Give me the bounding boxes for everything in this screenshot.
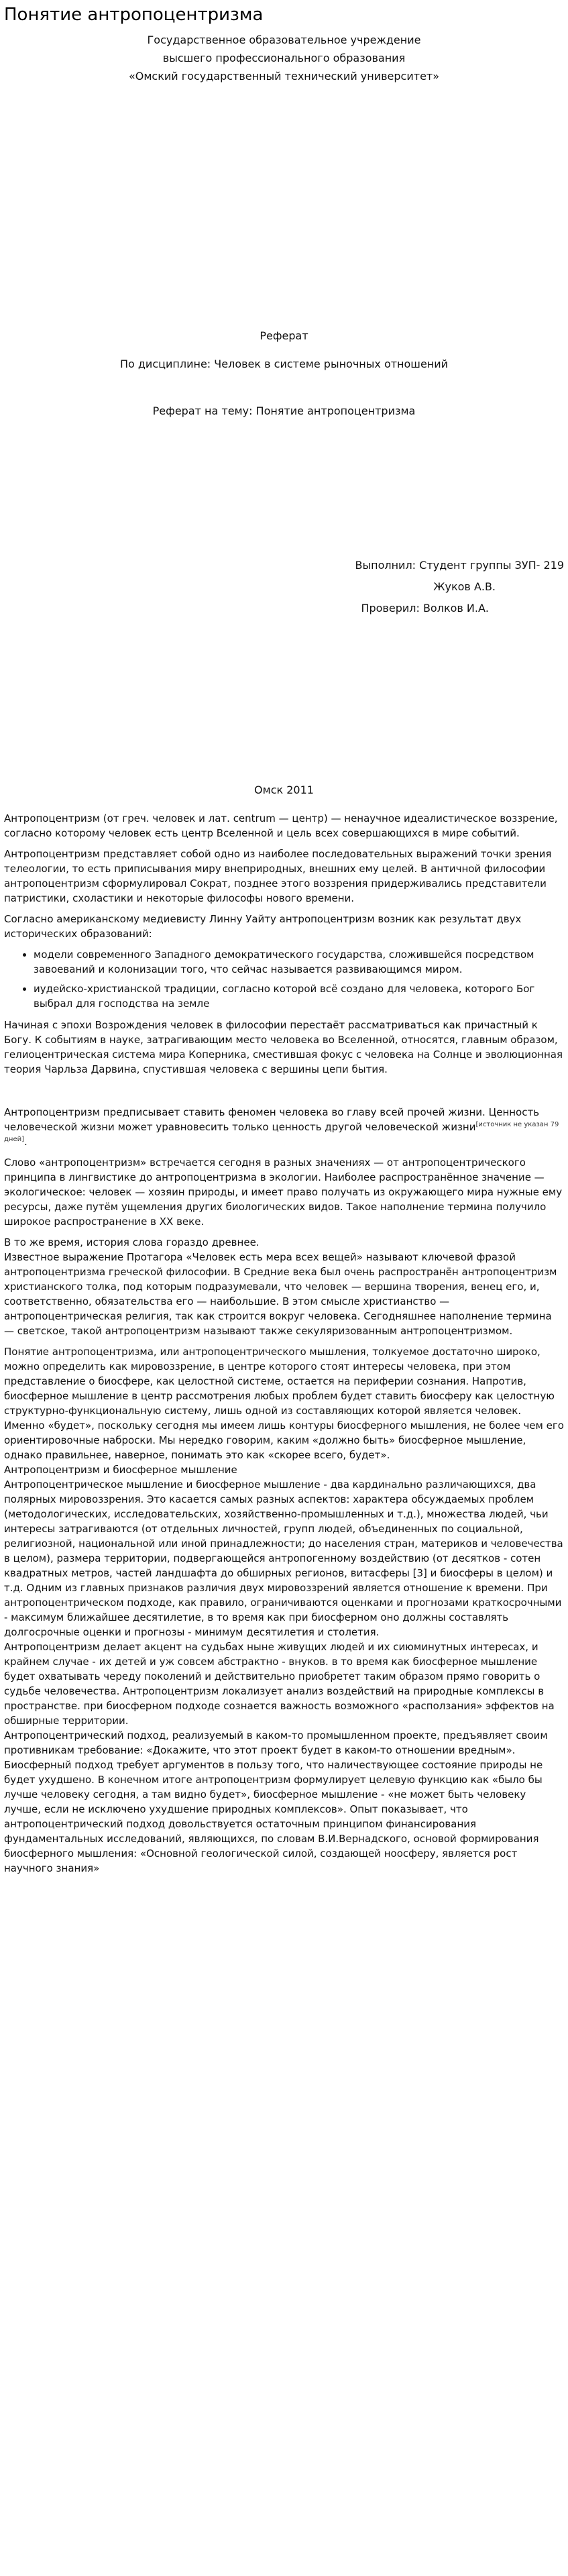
- paragraph-value-end: .: [24, 1136, 27, 1148]
- paragraph-teleology: Антропоцентризм представляет собой одно из наиболее последовательных выражений точки зрения телеологии, то есть приписывания миру внеприродных, внешних ему целей. В античной философии антропоцентризм сформулировал Сократ, позднее этого воззрения придерживались представители патристики, схоластики и некоторые философы нового времени.: [4, 848, 552, 904]
- institution-line: «Омский государственный технический университет»: [128, 70, 440, 83]
- referat-title: Реферат: [260, 329, 308, 342]
- institution-header: [4, 31, 564, 85]
- student-name: Жуков А.В.: [433, 580, 496, 593]
- referat-block: [4, 327, 564, 422]
- checked-by: Проверил: Волков И.А.: [361, 602, 489, 614]
- paragraph-two-worldviews: Антропоцентрическое мышление и биосферное мышление - два кардинально различающихся, два полярных мировоззрения. Это касается самых разных аспектов: характера обсуждаемых проблем (методологических, исследовательских, хозяйственно-промышленных и т.д.), множества людей, чьи интересы затрагиваются (от отдельных личностей, групп людей, объединенных по социальной, религиозной, национальной или иной принадлежности; до населения стран, материков и человечества в целом), размера территории, подвергающейся антропогенному воздействию (от десятков - сотен квадратных метров, частей ландшафта до обширных регионов, витасферы [3] и биосферы в целом) и т.д. Одним из главных признаков различия двух мировоззрений является отношение к времени. При антропоцентрическом подходе, как правило, ограничиваются оценками и прогнозами краткосрочными - максимум ближайшее десятилетие, в то время как при биосферном оно должны составлять долгосрочные оценки и прогнозы - минимум десятилетия и столетия.: [4, 1479, 563, 1638]
- institution-line: Государственное образовательное учреждение: [147, 34, 421, 46]
- paragraph-history-short: В то же время, история слова гораздо древнее.: [4, 1236, 260, 1248]
- referat-discipline: По дисциплине: Человек в системе рыночных отношений: [119, 358, 449, 370]
- paragraph-definition: Антропоцентризм (от греч. человек и лат. centrum — центр) — ненаучное идеалистическое воззрение, согласно которому человек есть центр Вселенной и цель всех совершающихся в мире событий.: [4, 812, 558, 839]
- paragraph-value-of-life: [4, 1105, 564, 1149]
- paragraph-white-intro: Согласно американскому медиевисту Линну Уайту антропоцентризм возник как результат двух исторических образований:: [4, 913, 522, 940]
- origins-list: [4, 947, 564, 1011]
- page-title: Понятие антропоцентризма: [4, 5, 264, 25]
- paragraph-focus-on-people: Антропоцентризм делает акцент на судьбах ныне живущих людей и их сиюминутных интересах, и крайнем случае - их детей и уж совсем абстрактно - внуков. в то время как биосферное мышление будет охватывать череду поколений и действительно приобретет таким образом прямо говорить о судьбе человечества. Антропоцентризм локализует анализ воздействий на природные комплексы в пространстве. при биосферном подходе сознается важность возможного «расползания» эффектов на обширные территории.: [4, 1641, 555, 1727]
- paragraph-protagoras: Известное выражение Протагора «Человек есть мера всех вещей» называют ключевой фразой антропоцентризма греческой философии. В Средние века был очень распространён антропоцентризм христианского толка, под которым подразумевали, что человек — вершина творения, венец его, и, соответственно, обязательства его — наибольшие. В этом смысле христианство — антропоцентрическая религия, так как строится вокруг человека. Сегодняшнее наполнение термина — светское, такой антропоцентризм называют также секуляризованным антропоцентризмом.: [4, 1251, 557, 1337]
- paragraph-concept: Понятие антропоцентризма, или антропоцентрического мышления, толкуемое достаточно широко, можно определить как мировоззрение, в центре которого стоят интересы человека, при этом представление о биосфере, как целостной системе, остается на периферии сознания. Напротив, биосферное мышление в центр рассмотрения любых проблем будет ставить биосферу как целостную структурно-функциональную систему, лишь одной из составляющих которой является человек. Именно «будет», поскольку сегодня мы имеем лишь контуры биосферного мышления, не более чем его ориентировочные наброски. Мы нередко говорим, каким «должно быть» биосферное мышление, однако правильнее, наверное, понимать это как «скорее всего, будет».: [4, 1346, 564, 1461]
- section-heading-biosphere: Антропоцентризм и биосферное мышление: [4, 1464, 237, 1476]
- paragraph-word-meanings: Слово «антропоцентризм» встречается сегодня в разных значениях — от антропоцентрического принципа в лингвистике до антропоцентризма в экологии. Наиболее распространённое значение — экологическое: человек — хозяин природы, и имеет право получать из окружающего мира нужные ему ресурсы, даже путём ущемления других биологических видов. Такое наполнение термина получило широкое распространение в XX веке.: [4, 1157, 563, 1228]
- list-item: • модели современного Западного демократического государства, сложившейся посредством завоеваний и колонизации того, что сейчас называется развивающимся миром.: [34, 947, 564, 977]
- paragraph-value-text: Антропоцентризм предписывает ставить феномен человека во главу всей прочей жизни. Ценность человеческой жизни может уравновесить только ценность другой человеческой жизни: [4, 1106, 540, 1133]
- city-year: Омск 2011: [254, 784, 314, 796]
- executed-by: Выполнил: Студент группы ЗУП- 219: [355, 559, 564, 572]
- citation-needed-note: [источник не указан 79 дней]: [4, 1121, 559, 1143]
- institution-line: высшего профессионального образования: [162, 52, 406, 64]
- list-item: • иудейско-христианской традиции, согласно которой всё создано для человека, которого Бог выбрал для господства на земле: [34, 981, 564, 1011]
- paragraph-renaissance: Начиная с эпохи Возрождения человек в философии перестаёт рассматриваться как причастный к Богу. К событиям в науке, затрагивающим место человека во Вселенной, относятся, главным образом, гелиоцентрическая система мира Коперника, сместившая фокус с человека на Солнце и эволюционная теория Чарльза Дарвина, спустившая человека с вершины цепи бытия.: [4, 1019, 563, 1075]
- signature-block: [4, 555, 564, 619]
- document-body: [4, 811, 564, 1876]
- referat-theme: Реферат на тему: Понятие антропоцентризма: [152, 405, 416, 417]
- paragraph-industrial-project: Антропоцентрический подход, реализуемый в каком-то промышленном проекте, предъявляет своим противникам требование: «Докажите, что этот проект будет в каком-то отношении вредным». Биосферный подход требует аргументов в пользу того, что наличествующее состояние природы не будет ухудшено. В конечном итоге антропоцентризм формулирует целевую функцию как «было бы лучше человеку сегодня, а там видно будет», биосферное мышление - «не может быть человеку лучше, если не исключено ухудшение природных комплексов». Опыт показывает, что антропоцентрический подход довольствуется остаточным принципом финансирования фундаментальных исследований, являющихся, по словам В.И.Вернадского, основой формирования биосферного мышления: «Основной геологической силой, создающей ноосферу, является рост научного знания»: [4, 1729, 548, 1874]
